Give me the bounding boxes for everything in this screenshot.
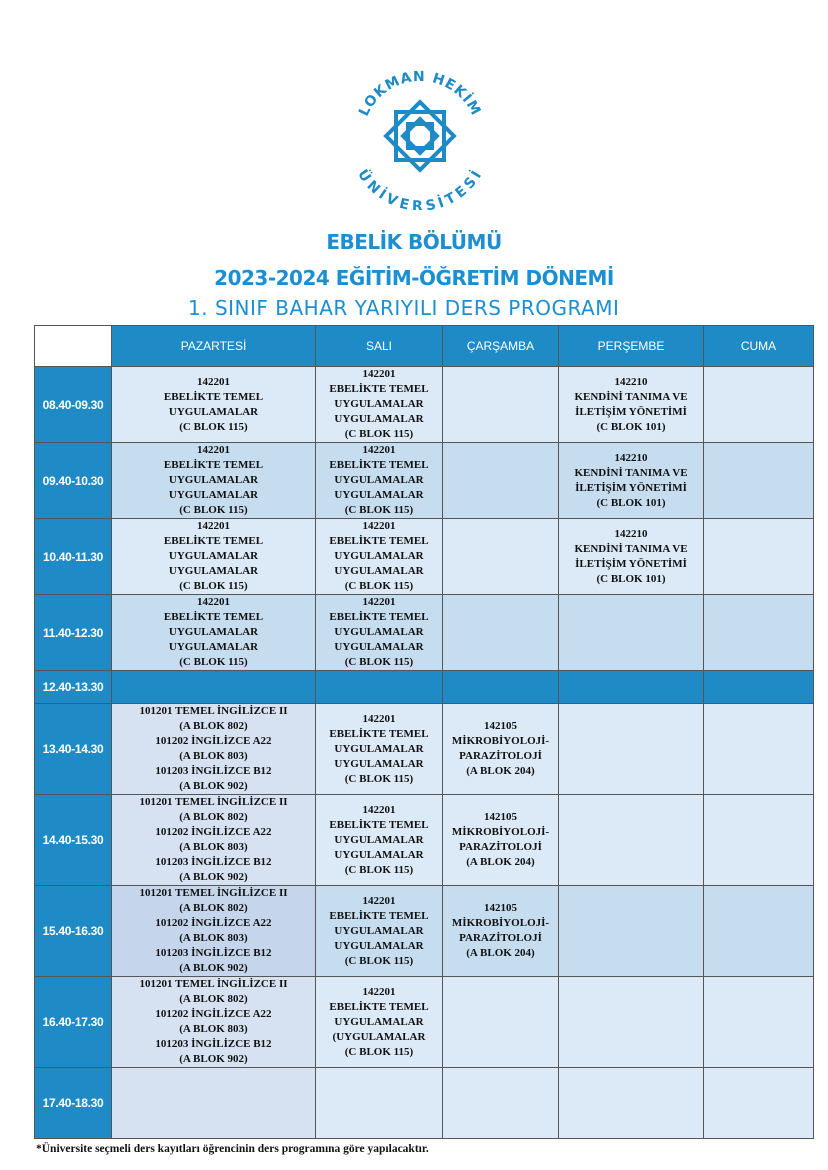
course-cell [112,1068,316,1139]
course-cell [112,886,316,977]
course-text: 142210 KENDİNİ TANIMA VE İLETİŞİM YÖNETİMİ (C BLOK 101) [574,527,688,585]
course-cell [704,595,814,671]
course-cell [704,519,814,595]
course-cell [443,886,559,977]
course-cell [443,443,559,519]
course-cell [316,671,443,704]
course-cell [559,795,704,886]
course-cell [559,886,704,977]
course-text: 142201 EBELİKTE TEMEL UYGULAMALAR UYGULAMALAR (C BLOK 115) [329,444,429,516]
course-cell [704,443,814,519]
day-header: ÇARŞAMBA [443,326,559,367]
course-cell [112,671,316,704]
time-slot: 11.40-12.30 [35,595,112,671]
course-cell [443,795,559,886]
course-text: 142105 MİKROBİYOLOJİ- PARAZİTOLOJİ (A BLOK 204) [451,811,550,868]
course-cell [112,595,316,671]
term-title: 2023-2024 EĞİTİM-ÖĞRETİM DÖNEMİ [214,266,614,290]
course-cell [316,519,443,595]
course-cell [443,519,559,595]
course-text: 142201 EBELİKTE TEMEL UYGULAMALAR UYGULAMALAR (C BLOK 115) [329,596,429,668]
course-cell [704,704,814,795]
schedule-row [35,886,814,977]
course-cell [559,977,704,1068]
course-cell [443,595,559,671]
course-cell [316,977,443,1068]
course-cell [704,886,814,977]
course-cell [704,671,814,704]
course-cell [112,367,316,443]
schedule-row [35,367,814,443]
course-text: 142201 EBELİKTE TEMEL UYGULAMALAR (UYGULAMALAR (C BLOK 115) [329,985,429,1058]
schedule-table [34,325,814,1139]
schedule-row [35,443,814,519]
course-text: 101201 TEMEL İNGİLİZCE II (A BLOK 802) 101202 İNGİLİZCE A22 (A BLOK 803) 101203 İNGİLİZCE B12 (A BLOK 902) [139,796,288,883]
course-cell [316,795,443,886]
course-text: 142201 EBELİKTE TEMEL UYGULAMALAR UYGULAMALAR (C BLOK 115) [163,444,264,516]
course-cell [559,519,704,595]
course-cell [112,704,316,795]
course-cell [559,704,704,795]
course-text: 142105 MİKROBİYOLOJİ- PARAZİTOLOJİ (A BLOK 204) [451,720,550,777]
course-cell [443,977,559,1068]
course-text: 142201 EBELİKTE TEMEL UYGULAMALAR UYGULAMALAR (C BLOK 115) [329,520,429,592]
course-cell [704,367,814,443]
course-cell [443,704,559,795]
course-cell [559,1068,704,1139]
course-cell [316,886,443,977]
time-slot: 10.40-11.30 [35,519,112,595]
schedule-row [35,704,814,795]
day-header: PAZARTESİ [112,326,316,367]
course-text: 101201 TEMEL İNGİLİZCE II (A BLOK 802) 101202 İNGİLİZCE A22 (A BLOK 803) 101203 İNGİLİZCE B12 (A BLOK 902) [139,887,288,974]
course-cell [112,977,316,1068]
course-cell [316,704,443,795]
logo-text-bottom: ÜNİVERSİTESİ [354,166,487,210]
schedule-row [35,519,814,595]
department-title: EBELİK BÖLÜMÜ [326,230,502,254]
day-header: PERŞEMBE [559,326,704,367]
course-cell [316,595,443,671]
time-slot: 08.40-09.30 [35,367,112,443]
course-cell [559,367,704,443]
time-slot: 17.40-18.30 [35,1068,112,1139]
course-cell [112,795,316,886]
schedule-row [35,795,814,886]
course-cell [316,367,443,443]
course-cell [316,1068,443,1139]
course-cell [704,795,814,886]
university-logo [345,60,495,210]
schedule-row [35,1068,814,1139]
footnote: *Üniversite seçmeli ders kayıtları öğrencinin ders programına göre yapılacaktır. [36,1143,429,1155]
course-text: 142210 KENDİNİ TANIMA VE İLETİŞİM YÖNETİMİ (C BLOK 101) [574,375,688,433]
course-cell [704,977,814,1068]
course-text: 142201 EBELİKTE TEMEL UYGULAMALAR UYGULAMALAR (C BLOK 115) [163,596,264,668]
schedule-row [35,595,814,671]
time-slot: 09.40-10.30 [35,443,112,519]
header-row [35,326,814,367]
course-text: 142201 EBELİKTE TEMEL UYGULAMALAR UYGULAMALAR (C BLOK 115) [329,368,429,440]
logo-emblem-icon [386,102,454,170]
time-slot: 13.40-14.30 [35,704,112,795]
course-cell [559,671,704,704]
course-cell [704,1068,814,1139]
course-text: 101201 TEMEL İNGİLİZCE II (A BLOK 802) 101202 İNGİLİZCE A22 (A BLOK 803) 101203 İNGİLİZCE B12 (A BLOK 902) [139,705,288,792]
day-header: SALI [316,326,443,367]
schedule-row [35,977,814,1068]
time-slot: 12.40-13.30 [35,671,112,704]
course-text: 142201 EBELİKTE TEMEL UYGULAMALAR (C BLOK 115) [163,375,264,433]
course-text: 142201 EBELİKTE TEMEL UYGULAMALAR UYGULAMALAR (C BLOK 115) [329,803,429,876]
time-slot: 14.40-15.30 [35,795,112,886]
logo-text-top: LOKMAN HEKİM [356,68,484,119]
time-slot: 15.40-16.30 [35,886,112,977]
schedule-row [35,671,814,704]
course-cell [443,671,559,704]
course-cell [112,519,316,595]
course-text: 142105 MİKROBİYOLOJİ- PARAZİTOLOJİ (A BLOK 204) [451,902,550,959]
day-header: CUMA [704,326,814,367]
corner-cell [35,326,112,367]
course-cell [559,595,704,671]
course-text: 142201 EBELİKTE TEMEL UYGULAMALAR UYGULAMALAR (C BLOK 115) [329,894,429,967]
course-cell [316,443,443,519]
course-text: 101201 TEMEL İNGİLİZCE II (A BLOK 802) 101202 İNGİLİZCE A22 (A BLOK 803) 101203 İNGİLİZCE B12 (A BLOK 902) [139,978,288,1065]
time-slot: 16.40-17.30 [35,977,112,1068]
course-text: 142201 EBELİKTE TEMEL UYGULAMALAR UYGULAMALAR (C BLOK 115) [329,712,429,785]
program-title: 1. SINIF BAHAR YARIYILI DERS PROGRAMI [188,296,620,320]
course-text: 142201 EBELİKTE TEMEL UYGULAMALAR UYGULAMALAR (C BLOK 115) [163,520,264,592]
course-cell [112,443,316,519]
course-cell [443,1068,559,1139]
course-cell [559,443,704,519]
course-cell [443,367,559,443]
course-text: 142210 KENDİNİ TANIMA VE İLETİŞİM YÖNETİMİ (C BLOK 101) [574,451,688,509]
